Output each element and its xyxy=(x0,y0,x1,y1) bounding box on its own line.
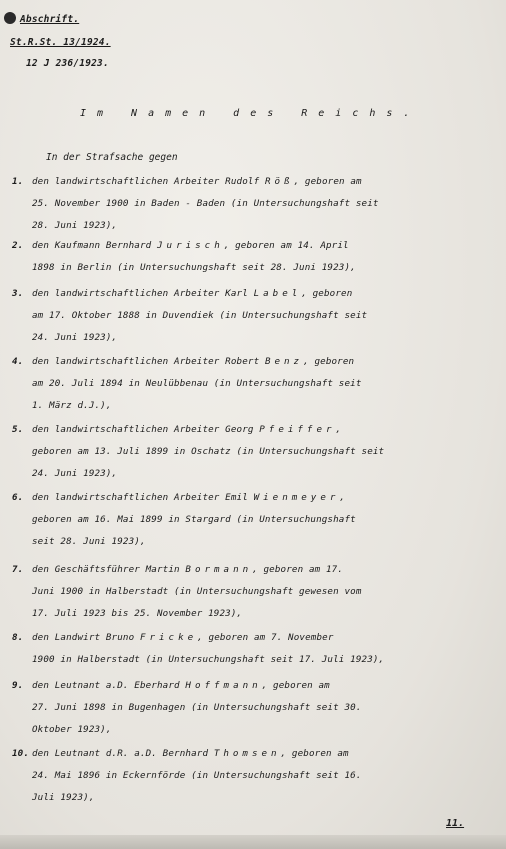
entry-birth-start: , geboren am 7. November xyxy=(197,632,334,643)
entry-number: 6. xyxy=(12,492,24,503)
entry-line-2: 1900 in Halberstadt (in Untersuchungshaft seit 17. Juli 1923), xyxy=(32,654,385,665)
entry-line-1 xyxy=(32,632,334,643)
entry-line-2: 25. November 1900 in Baden - Baden (in Untersuchungshaft seit xyxy=(32,198,379,209)
entry-line-3: Juli 1923), xyxy=(32,792,95,803)
entry-birth-start: , geboren xyxy=(303,356,355,367)
entry-number: 9. xyxy=(12,680,24,691)
entry-surname: Thomsen xyxy=(213,748,281,759)
entry-occupation-name: den Landwirt Bruno xyxy=(32,632,135,643)
entry-line-2: geboren am 16. Mai 1899 in Stargard (in Untersuchungshaft xyxy=(32,514,356,525)
entry-surname: Bormann xyxy=(185,564,253,575)
entry-occupation-name: den landwirtschaftlichen Arbeiter Georg xyxy=(32,424,254,435)
entry-line-2: 24. Mai 1896 in Eckernförde (in Untersuchungshaft seit 16. xyxy=(32,770,362,781)
entry-occupation-name: den Geschäftsführer Martin xyxy=(32,564,180,575)
page-bottom-edge xyxy=(0,835,506,849)
entry-line-1 xyxy=(32,356,354,367)
entry-surname: Fricke xyxy=(139,632,198,643)
file-reference: 12 J 236/1923. xyxy=(26,58,109,69)
entry-line-1 xyxy=(32,748,349,759)
entry-line-1 xyxy=(32,680,330,691)
entry-line-1 xyxy=(32,176,362,187)
entry-birth-start: , geboren am xyxy=(293,176,362,187)
entry-line-3: 1. März d.J.), xyxy=(32,400,112,411)
entry-line-2: geboren am 13. Juli 1899 in Oschatz (in Untersuchungshaft seit xyxy=(32,446,385,457)
entry-line-1 xyxy=(32,492,345,503)
entry-number: 10. xyxy=(12,748,30,759)
entry-occupation-name: den landwirtschaftlichen Arbeiter Robert xyxy=(32,356,260,367)
entry-occupation-name: den Leutnant d.R. a.D. Bernhard xyxy=(32,748,209,759)
entry-line-2: 27. Juni 1898 in Bugenhagen (in Untersuchungshaft seit 30. xyxy=(32,702,362,713)
entry-birth-start: , geboren am 17. xyxy=(252,564,344,575)
entry-number: 1. xyxy=(12,176,24,187)
entry-surname: Wienmeyer xyxy=(253,492,340,503)
entry-number: 2. xyxy=(12,240,24,251)
case-reference: St.R.St. 13/1924. xyxy=(10,37,111,48)
entry-line-3: 24. Juni 1923), xyxy=(32,332,118,343)
intro-text: In der Strafsache gegen xyxy=(46,152,178,163)
entry-birth-start: , geboren am xyxy=(261,680,330,691)
entry-surname: Hoffmann xyxy=(185,680,262,691)
entry-line-1 xyxy=(32,564,343,575)
entry-line-2: am 20. Juli 1894 in Neulübbenau (in Untersuchungshaft seit xyxy=(32,378,362,389)
entry-birth-start: , xyxy=(335,424,342,435)
entry-number: 5. xyxy=(12,424,24,435)
entry-line-3: seit 28. Juni 1923), xyxy=(32,536,146,547)
entry-surname: Benz xyxy=(264,356,304,367)
entry-birth-start: , geboren am 14. April xyxy=(223,240,349,251)
entry-birth-start: , geboren xyxy=(301,288,353,299)
entry-surname: Pfeiffer xyxy=(259,424,336,435)
entry-number: 8. xyxy=(12,632,24,643)
entry-occupation-name: den Kaufmann Bernhard xyxy=(32,240,152,251)
entry-surname: Label xyxy=(253,288,302,299)
document-title: Im Namen des Reichs. xyxy=(80,108,421,119)
entry-birth-start: , xyxy=(339,492,346,503)
punch-hole-mark xyxy=(4,12,16,24)
entry-number: 3. xyxy=(12,288,24,299)
entry-line-3: Oktober 1923), xyxy=(32,724,112,735)
entry-line-2: am 17. Oktober 1888 in Duvendiek (in Untersuchungshaft seit xyxy=(32,310,368,321)
entry-line-1 xyxy=(32,288,352,299)
entry-line-1 xyxy=(32,240,349,251)
entry-line-2: 1898 in Berlin (in Untersuchungshaft seit 28. Juni 1923), xyxy=(32,262,356,273)
entry-surname: Röß xyxy=(264,176,294,187)
entry-number: 7. xyxy=(12,564,24,575)
copy-label: Abschrift. xyxy=(20,14,80,25)
page-number: 11. xyxy=(446,818,465,829)
entry-line-3: 17. Juli 1923 bis 25. November 1923), xyxy=(32,608,243,619)
entry-line-3: 28. Juni 1923), xyxy=(32,220,118,231)
entry-line-1 xyxy=(32,424,341,435)
entry-birth-start: , geboren am xyxy=(280,748,349,759)
entry-occupation-name: den Leutnant a.D. Eberhard xyxy=(32,680,180,691)
entry-occupation-name: den landwirtschaftlichen Arbeiter Rudolf xyxy=(32,176,260,187)
entry-line-2: Juni 1900 in Halberstadt (in Untersuchungshaft gewesen vom xyxy=(32,586,362,597)
entry-surname: Jurisch xyxy=(157,240,224,251)
entry-line-3: 24. Juni 1923), xyxy=(32,468,118,479)
entry-occupation-name: den landwirtschaftlichen Arbeiter Karl xyxy=(32,288,248,299)
entry-number: 4. xyxy=(12,356,24,367)
entry-occupation-name: den landwirtschaftlichen Arbeiter Emil xyxy=(32,492,248,503)
